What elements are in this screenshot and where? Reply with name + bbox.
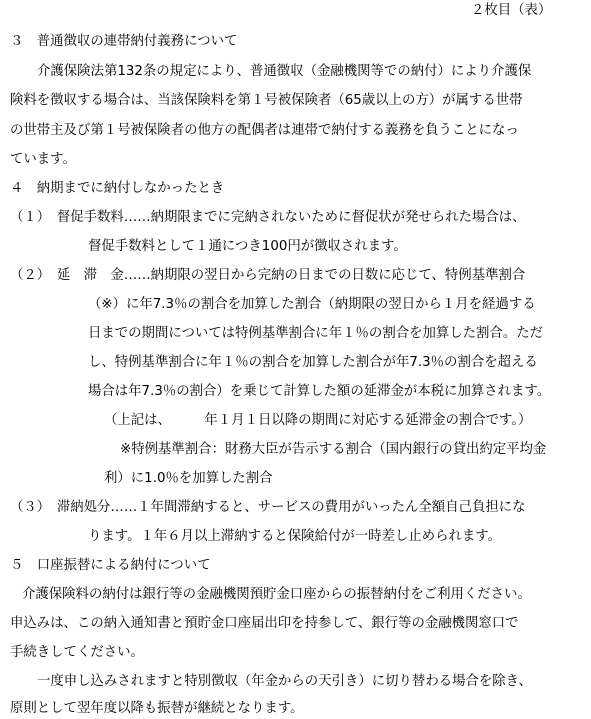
note-line: ※特例基準割合：財務大臣が告示する割合（国内銀行の貸出約定平均金 [120,442,547,457]
item-3-line: （３） 滞納処分……１年間滞納すると、サービスの費用がいったん全額自己負担にな [10,500,526,515]
item-2-line: （上記は、 年１月１日以降の期間に対応する延滞金の割合です。） [104,413,532,428]
item-2-line: 日までの期間については特例基準割合に年１％の割合を加算した割合。ただ [88,326,544,341]
item-1-line: 督促手数料として１通につき100円が徴収されます。 [88,239,407,254]
paragraph-line: ています。 [10,152,76,167]
section-5-heading: ５ 口座振替による納付について [10,558,211,573]
paragraph-line: の世帯主及び第１号被保険者の他方の配偶者は連帯で納付する義務を負うことになっ [10,123,519,138]
item-2-line: し、特例基準割合に年１％の割合を加算した割合が年7.3％の割合を超える [88,355,538,370]
paragraph-line: 申込みは、この納入通知書と預貯金口座届出印を持参して、銀行等の金融機関窓口で [10,616,519,631]
note-line: 利）に1.0％を加算した割合 [104,471,273,486]
paragraph-line: 介護保険料の納付は銀行等の金融機関預貯金口座からの振替納付をご利用ください。 [22,587,531,602]
item-1-line: （１） 督促手数料……納期限までに完納されないために督促状が発せられた場合は、 [10,210,526,225]
paragraph-line: 原則として翌年度以降も振替が継続となります。 [10,701,304,716]
paragraph-line: 介護保険法第132条の規定により、普通徴収（金融機関等での納付）により介護保 [37,64,532,79]
paragraph-line: 険料を徴収する場合は、当該保険料を第１号被保険者（65歳以上の方）が属する世帯 [10,93,523,108]
section-4-heading: ４ 納期までに納付しなかったとき [10,181,225,196]
paragraph-line: 手続きしてください。 [10,645,144,660]
item-2-line: （※）に年7.3％の割合を加算した割合（納期限の翌日から１月を経過する [88,297,536,312]
page-label: ２枚目（表） [471,3,552,18]
item-2-line: （２） 延 滞 金……納期限の翌日から完納の日までの日数に応じて、特例基準割合 [10,268,526,283]
section-3-heading: ３ 普通徴収の連帯納付義務について [10,34,238,49]
item-2-line: 場合は年7.3％の割合）を乗じて計算した額の延滞金が本税に加算されます。 [88,384,551,399]
paragraph-line: 一度申し込みされますと特別徴収（年金からの天引き）に切り替わる場合を除き、 [37,674,532,689]
item-3-line: ります。１年６月以上滞納すると保険給付が一時差し止められます。 [88,529,501,544]
